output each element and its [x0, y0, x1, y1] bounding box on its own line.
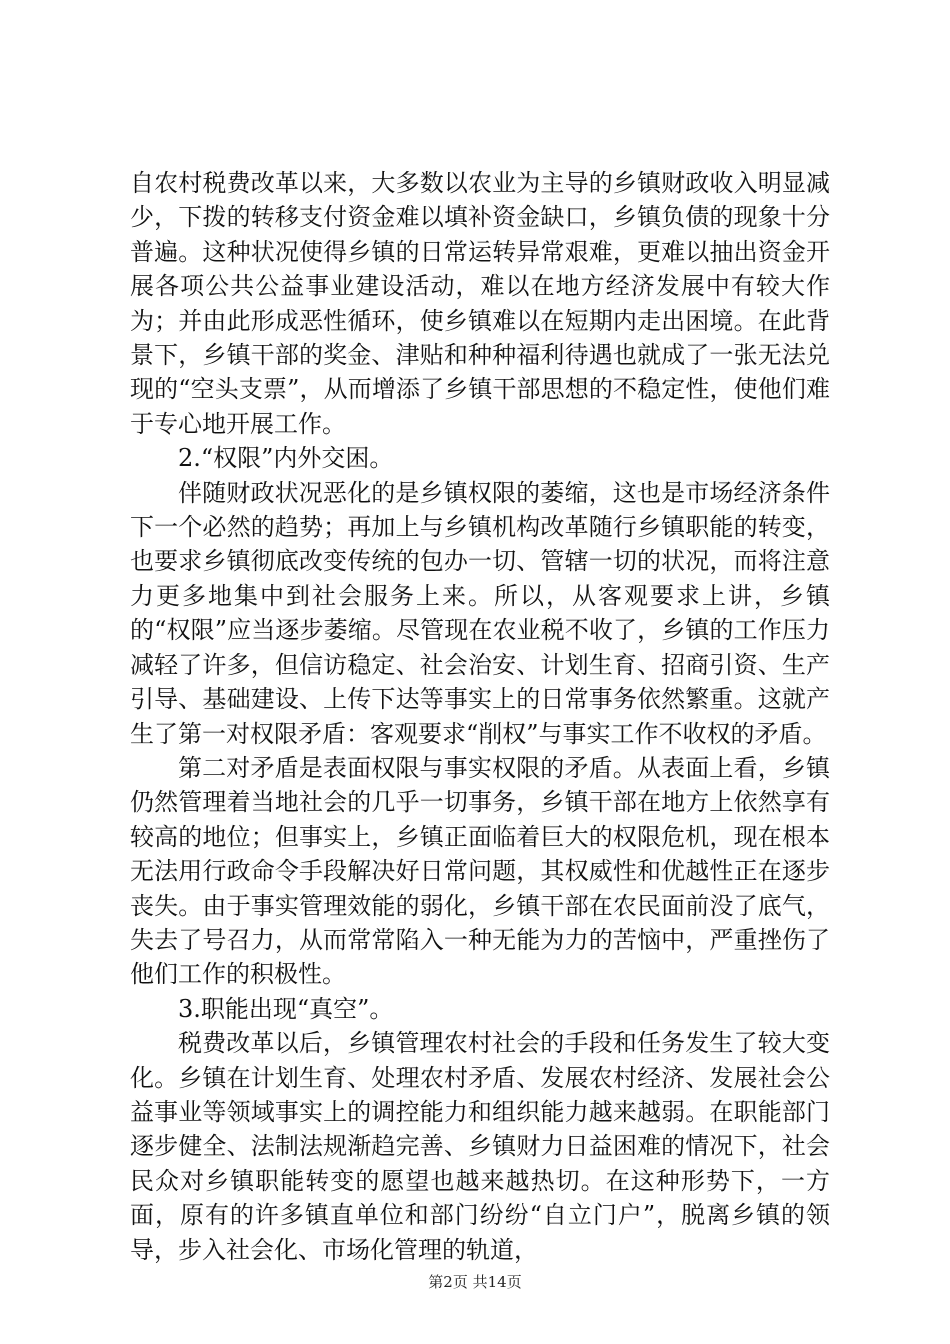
paragraph-continued: 自农村税费改革以来，大多数以农业为主导的乡镇财政收入明显减少，下拨的转移支付资金难以填补资金缺口，乡镇负债的现象十分普遍。这种状况使得乡镇的日常运转异常艰难，更难以抽出资金开展各项公共公益事业建设活动，难以在地方经济发展中有较大作为；并由此形成恶性循环，使乡镇难以在短期内走出困境。在此背景下，乡镇干部的奖金、津贴和种种福利待遇也就成了一张无法兑现的“空头支票”，从而增添了乡镇干部思想的不稳定性，使他们难于专心地开展工作。 [130, 169, 830, 438]
section-heading-2: 2.“权限”内外交困。 [178, 444, 394, 473]
document-body [130, 166, 830, 1267]
paragraph: 税费改革以后，乡镇管理农村社会的手段和任务发生了较大变化。乡镇在计划生育、处理农村矛盾、发展农村经济、发展社会公益事业等领域事实上的调控能力和组织能力越来越弱。在职能部门逐步健全、法制法规渐趋完善、乡镇财力日益困难的情况下，社会民众对乡镇职能转变的愿望也越来越热切。在这种形势下，一方面，原有的许多镇直单位和部门纷纷“自立门户”，脱离乡镇的领导，步入社会化、市场化管理的轨道， [130, 1029, 830, 1264]
paragraph: 第二对矛盾是表面权限与事实权限的矛盾。从表面上看，乡镇仍然管理着当地社会的几乎一切事务，乡镇干部在地方上依然享有较高的地位；但事实上，乡镇正面临着巨大的权限危机，现在根本无法用行政命令手段解决好日常问题，其权威性和优越性正在逐步丧失。由于事实管理效能的弱化，乡镇干部在农民面前没了底气，失去了号召力，从而常常陷入一种无能为力的苦恼中，严重挫伤了他们工作的积极性。 [130, 753, 830, 989]
paragraph: 伴随财政状况恶化的是乡镇权限的萎缩，这也是市场经济条件下一个必然的趋势；再加上与乡镇机构改革随行乡镇职能的转变，也要求乡镇彻底改变传统的包办一切、管辖一切的状况，而将注意力更多地集中到社会服务上来。所以，从客观要求上讲，乡镇的“权限”应当逐步萎缩。尽管现在农业税不收了，乡镇的工作压力减轻了许多，但信访稳定、社会治安、计划生育、招商引资、生产引导、基础建设、上传下达等事实上的日常事务依然繁重。这就产生了第一对权限矛盾：客观要求“削权”与事实工作不收权的矛盾。 [130, 478, 830, 748]
page-footer [0, 1272, 950, 1292]
page-number-label: 第2页 共14页 [428, 1273, 522, 1291]
section-heading-3: 3.职能出现“真空”。 [178, 994, 394, 1023]
